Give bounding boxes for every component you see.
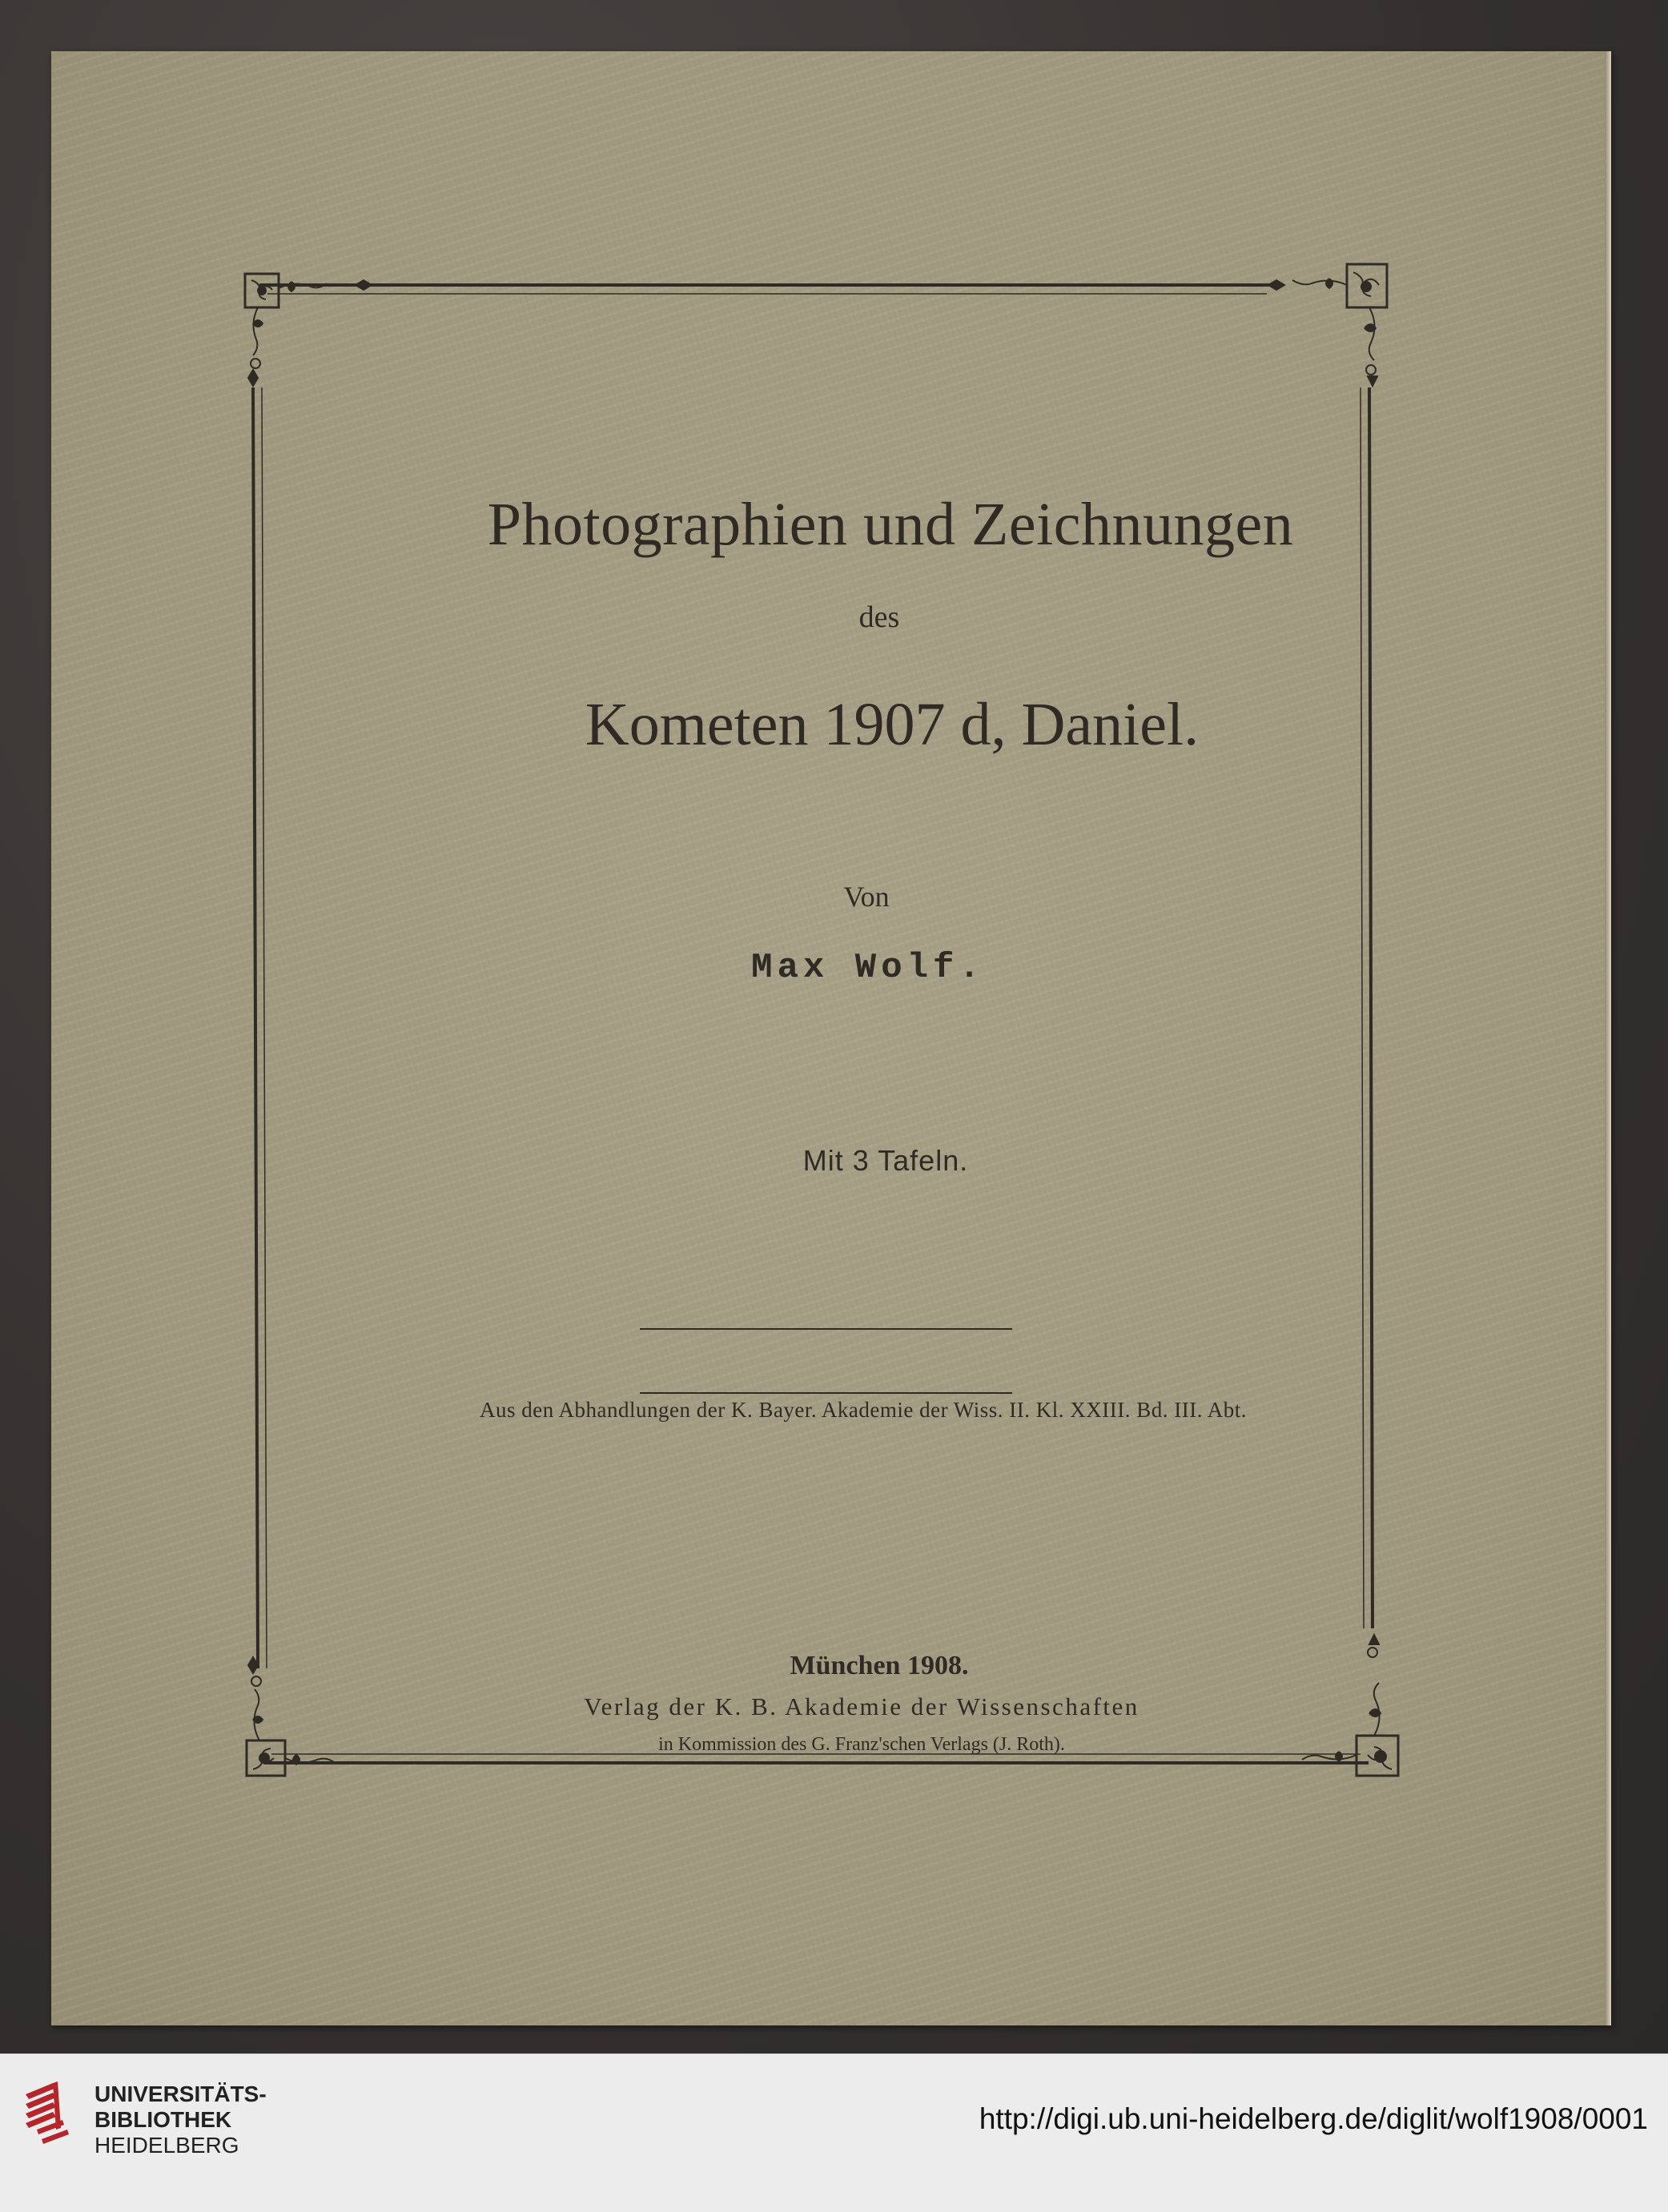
library-logo-icon[interactable] xyxy=(18,2080,86,2149)
title-line-1: Photographien und Zeichnungen xyxy=(487,491,1294,558)
author-name: Max Wolf. xyxy=(751,948,985,988)
frame-right-inner xyxy=(1361,387,1364,1628)
series-note: Aus den Abhandlungen der K. Bayer. Akademie der Wiss. II. Kl. XXIII. Bd. III. Abt. xyxy=(480,1398,1247,1422)
frame-left-outer xyxy=(253,387,258,1668)
ornamental-frame xyxy=(51,51,1611,2025)
imprint-publisher: Verlag der K. B. Akademie der Wissenschaften xyxy=(584,1692,1139,1720)
imprint-place-year: München 1908. xyxy=(790,1651,969,1680)
library-name[interactable] xyxy=(94,2082,267,2158)
frame-right-outer xyxy=(1369,387,1373,1628)
corner-ornament-top-left xyxy=(245,274,372,386)
imprint-commission: in Kommission des G. Franz'schen Verlags (J. Roth). xyxy=(658,1734,1065,1755)
title-connector: des xyxy=(858,600,900,634)
permalink-url[interactable]: http://digi.ub.uni-heidelberg.de/diglit/wolf1908/0001 xyxy=(979,2102,1648,2135)
plates-note: Mit 3 Tafeln. xyxy=(802,1144,969,1177)
byline-label: Von xyxy=(843,881,890,913)
series-note-rules xyxy=(640,1329,1012,1393)
library-name-line-3: HEIDELBERG xyxy=(94,2133,239,2158)
corner-ornament-top-right xyxy=(1268,264,1387,386)
frame-left-inner xyxy=(262,387,267,1668)
book-cover xyxy=(51,51,1611,2025)
library-name-line-1: UNIVERSITÄTS- xyxy=(94,2082,267,2106)
title-line-2: Kometen 1907 d, Daniel. xyxy=(585,691,1200,758)
library-name-line-2: BIBLIOTHEK xyxy=(94,2107,232,2132)
